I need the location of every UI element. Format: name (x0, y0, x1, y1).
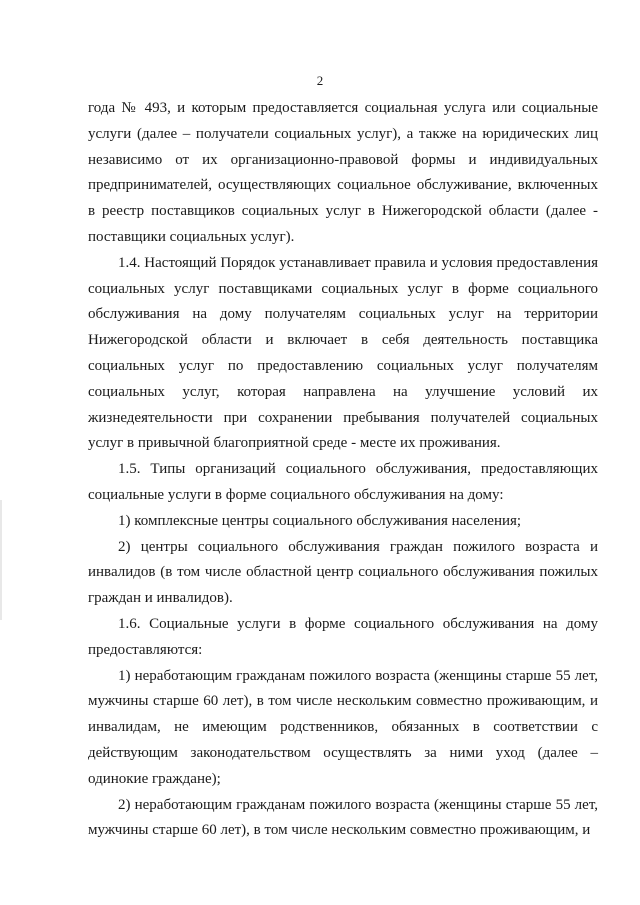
paragraph-1-5: 1.5. Типы организаций социального обслуживания, предоставляющих социальные услуги в форме социального обслуживания на дому: (88, 461, 598, 503)
page-number: 2 (316, 73, 324, 88)
document-body (88, 96, 598, 844)
list-item-1-6-2: 2) неработающим гражданам пожилого возраста (женщины старше 55 лет, мужчины старше 60 лет), в том числе нескольким совместно проживающим, и (88, 796, 598, 839)
paragraph-1-4: 1.4. Настоящий Порядок устанавливает правила и условия предоставления социальных услуг поставщиками социальных услуг в форме социального обслуживания на дому получателям социальных услуг на территории Нижегородской области и включает в себя деятельность поставщика социальных услуг по предоставлению социальных услуг получателям социальных услуг, которая направлена на улучшение условий их жизнедеятельности при сохранении пребывания получателей социальных услуг в привычной благоприятной среде - месте их проживания. (88, 254, 598, 452)
paragraph-1-6: 1.6. Социальные услуги в форме социального обслуживания на дому предоставляются: (88, 615, 598, 658)
list-item-1-5-1: 1) комплексные центры социального обслуживания населения; (118, 512, 522, 529)
paragraph-continuation: года № 493, и которым предоставляется социальная услуга или социальные услуги (далее – получатели социальных услуг), а также на юридических лиц независимо от их организационно-правовой формы и индивидуальных предпринимателей, осуществляющих социальное обслуживание, включенных в реестр поставщиков социальных услуг в Нижегородской области (далее - поставщики социальных услуг). (88, 100, 598, 245)
list-item-1-6-1: 1) неработающим гражданам пожилого возраста (женщины старше 55 лет, мужчины старше 60 лет), в том числе нескольким совместно проживающим, и инвалидам, не имеющим родственников, обязанных в соответствии с действующим законодательством осуществлять за ними уход (далее – одинокие граждане); (88, 667, 598, 787)
scan-edge-shadow (0, 500, 2, 620)
list-item-1-5-2: 2) центры социального обслуживания граждан пожилого возраста и инвалидов (в том числе областной центр социального обслуживания пожилых граждан и инвалидов). (88, 538, 598, 607)
